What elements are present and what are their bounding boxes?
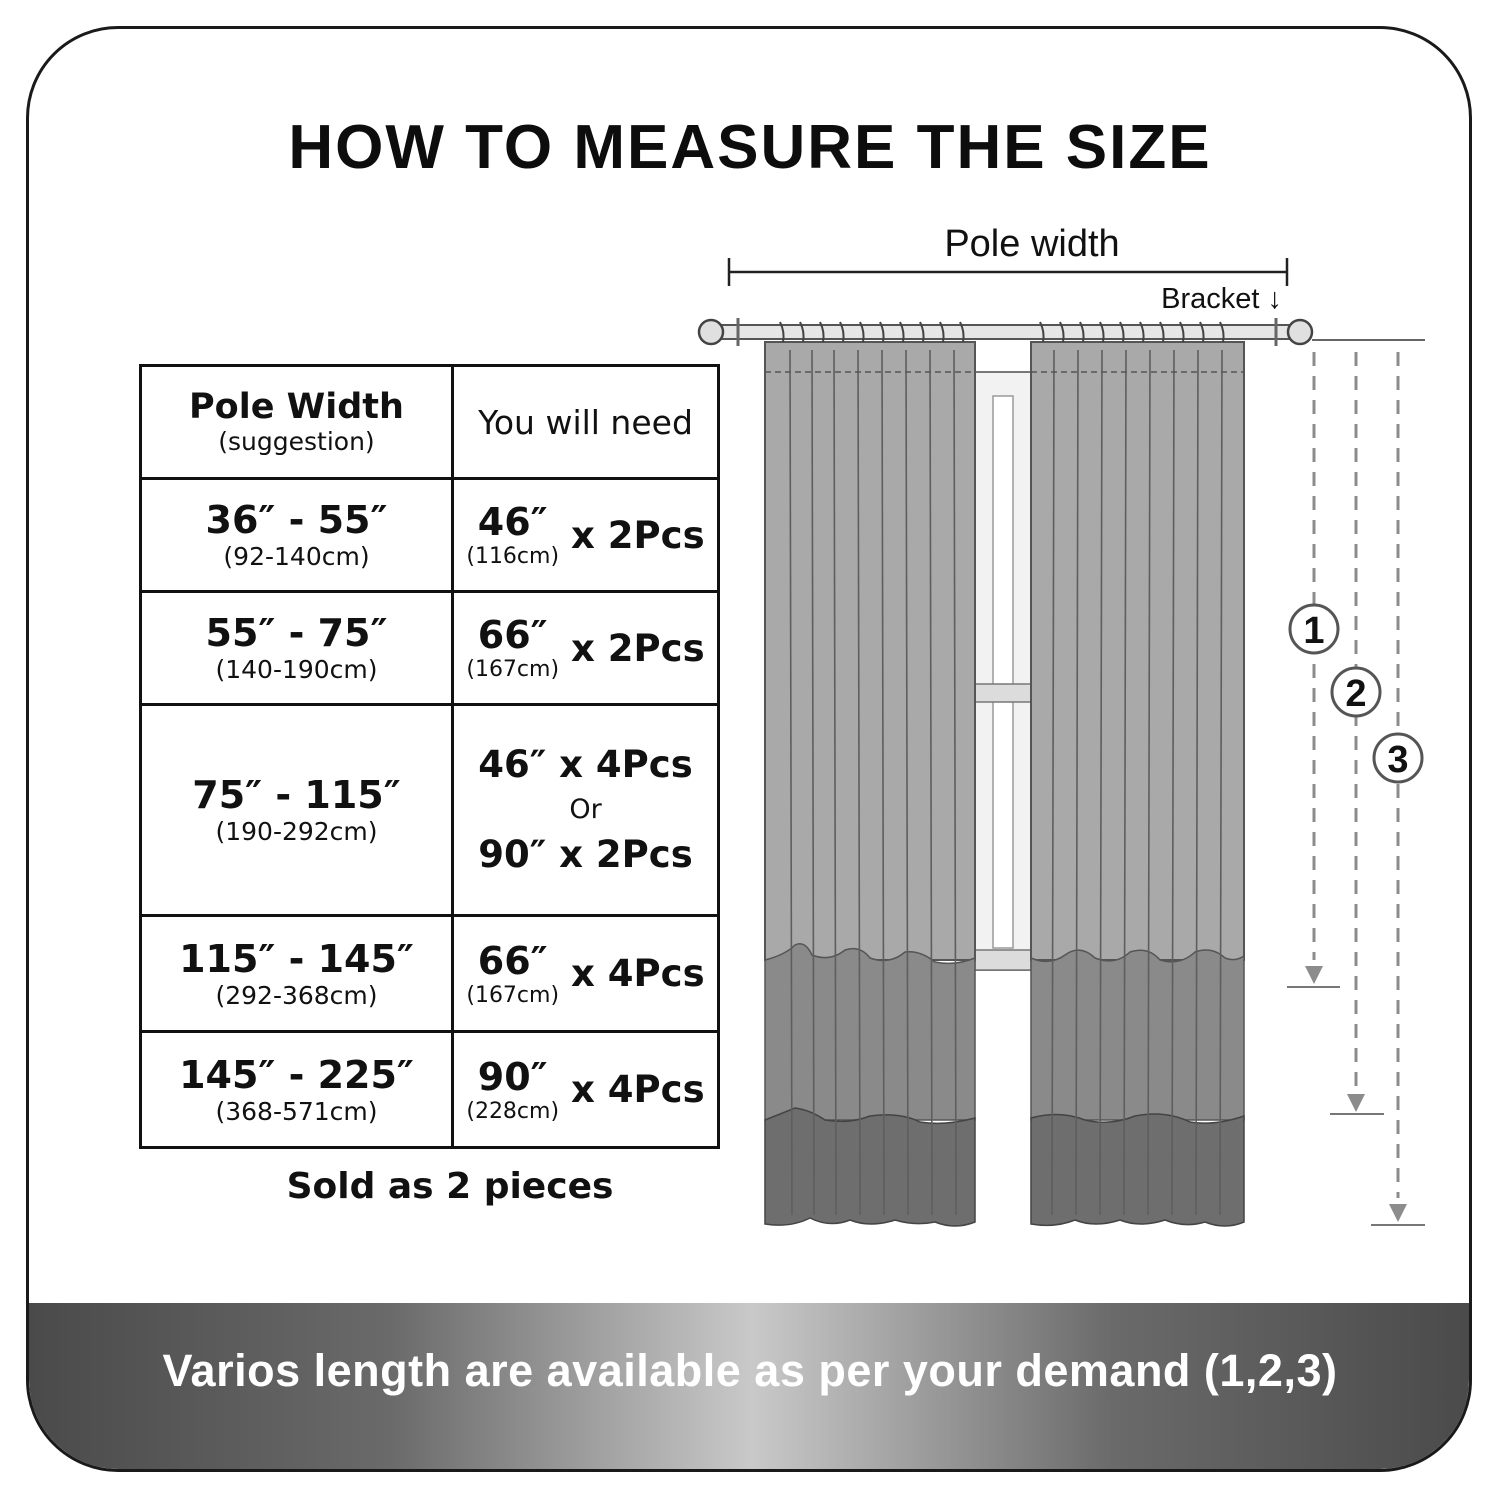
finial-right (1288, 320, 1312, 344)
curtain-panel-left (765, 322, 975, 1226)
range-inches: 115″ - 145″ (179, 936, 414, 981)
pole-width-label: Pole width (944, 223, 1120, 265)
need-option-2: 90″ x 2Pcs (478, 833, 693, 876)
need-inches: 66″ (477, 938, 548, 983)
need-qty: x 2Pcs (571, 626, 705, 670)
curtain-panel-right (1031, 322, 1244, 1226)
need-cm: (228cm) (466, 1098, 560, 1124)
need-cm: (167cm) (466, 982, 560, 1008)
range-cm: (368-571cm) (215, 1096, 378, 1126)
length-guide-1 (1287, 352, 1340, 987)
range-inches: 145″ - 225″ (179, 1052, 414, 1097)
need-cm: (116cm) (466, 544, 560, 569)
marker-1: 1 (1303, 610, 1325, 652)
page-title: HOW TO MEASURE THE SIZE (288, 113, 1212, 182)
need-option-1: 46″ x 4Pcs (478, 743, 693, 786)
range-inches: 75″ - 115″ (192, 773, 401, 817)
sold-note: Sold as 2 pieces (286, 1166, 614, 1207)
marker-2: 2 (1345, 673, 1367, 715)
header-pole-width-note: (suggestion) (218, 427, 375, 456)
need-cm: (167cm) (466, 657, 560, 682)
range-cm: (92-140cm) (223, 542, 370, 571)
need-or: Or (569, 794, 602, 825)
window-frame (975, 372, 1031, 970)
length-guide-2 (1330, 352, 1384, 1114)
range-cm: (190-292cm) (215, 817, 378, 846)
need-inches: 90″ (477, 1054, 548, 1099)
range-cm: (292-368cm) (215, 980, 378, 1010)
range-cm: (140-190cm) (215, 655, 378, 684)
bracket-label: Bracket ↓ (1161, 283, 1282, 315)
range-inches: 36″ - 55″ (205, 498, 388, 542)
need-qty: x 4Pcs (571, 1068, 705, 1111)
marker-3: 3 (1387, 739, 1409, 781)
need-qty: x 4Pcs (571, 952, 705, 995)
need-inches: 46″ (477, 500, 548, 544)
length-guide-3 (1371, 352, 1425, 1225)
finial-left (699, 320, 723, 344)
range-inches: 55″ - 75″ (205, 611, 388, 655)
header-pole-width-label: Pole Width (189, 387, 404, 427)
banner-text: Varios length are available as per your demand (1,2,3) (162, 1345, 1338, 1396)
need-qty: x 2Pcs (571, 513, 705, 557)
header-need: You will need (453, 366, 719, 479)
need-inches: 66″ (477, 613, 548, 657)
